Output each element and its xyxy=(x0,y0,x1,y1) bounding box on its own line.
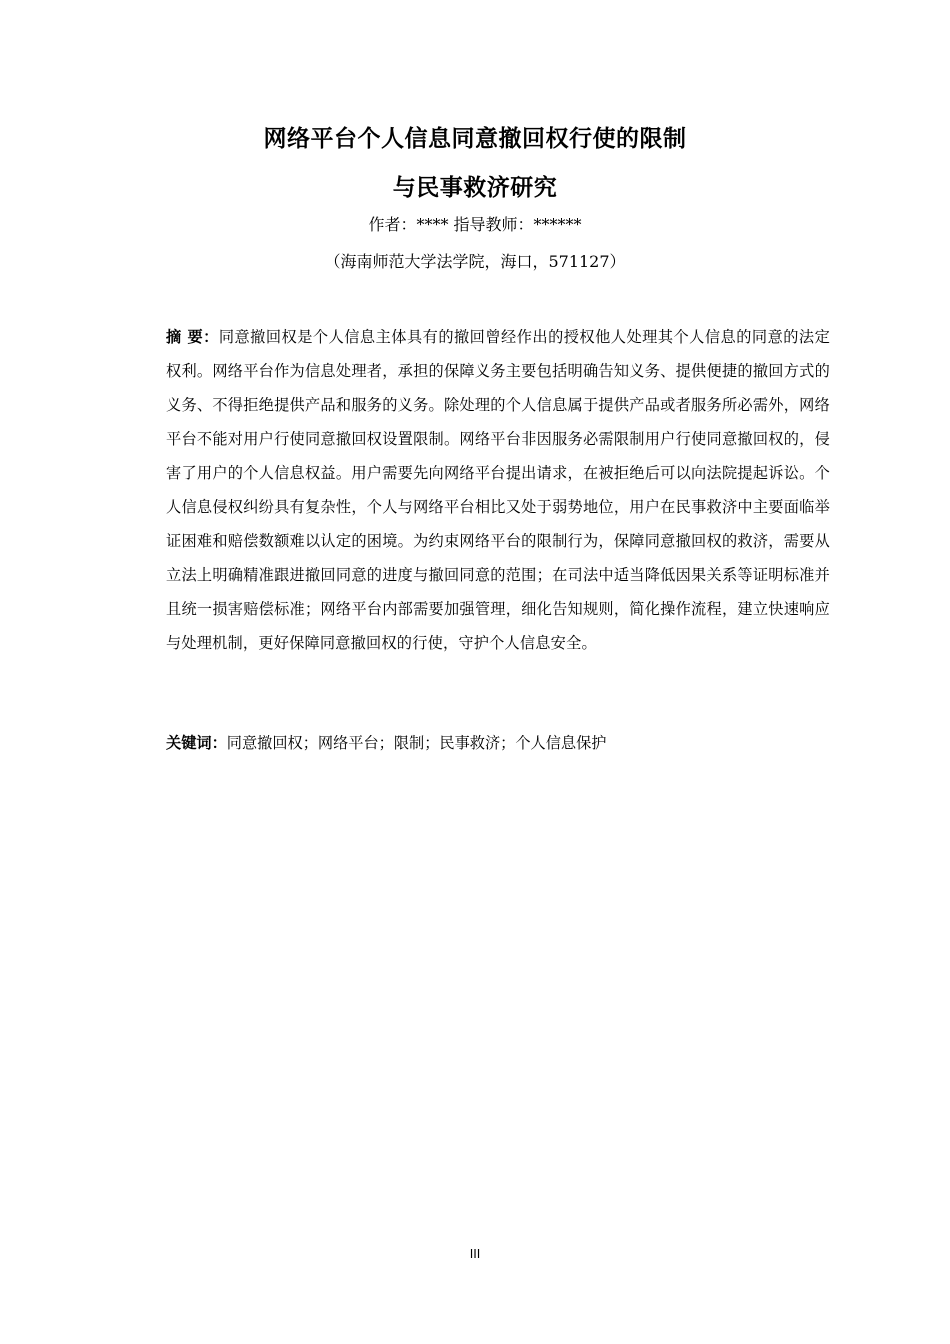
abstract-text: 同意撤回权是个人信息主体具有的撤回曾经作出的授权他人处理其个人信息的同意的法定权利。网络平台作为信息处理者，承担的保障义务主要包括明确告知义务、提供便捷的撤回方式的义务、不得拒绝提供产品和服务的义务。除处理的个人信息属于提供产品或者服务所必需外，网络平台不能对用户行使同意撤回权设置限制。网络平台非因服务必需限制用户行使同意撤回权的，侵害了用户的个人信息权益。用户需要先向网络平台提出请求，在被拒绝后可以向法院提起诉讼。个人信息侵权纠纷具有复杂性，个人与网络平台相比又处于弱势地位，用户在民事救济中主要面临举证困难和赔偿数额难以认定的困境。为约束网络平台的限制行为，保障同意撤回权的救济，需要从立法上明确精准跟进撤回同意的进度与撤回同意的范围；在司法中适当降低因果关系等证明标准并且统一损害赔偿标准；网络平台内部需要加强管理，细化告知规则，简化操作流程，建立快速响应与处理机制，更好保障同意撤回权的行使，守护个人信息安全。 xyxy=(166,328,830,652)
keywords-text: 同意撤回权；网络平台；限制；民事救济；个人信息保护 xyxy=(226,734,607,752)
abstract-label: 摘 要： xyxy=(166,328,219,346)
page-number: III xyxy=(469,1247,481,1261)
affiliation-line: （海南师范大学法学院，海口，571127） xyxy=(324,252,626,271)
paper-title-line-1: 网络平台个人信息同意撤回权行使的限制 xyxy=(263,126,687,152)
authors-line: 作者：**** 指导教师：****** xyxy=(368,215,582,234)
abstract-paragraph xyxy=(166,320,830,660)
keywords-label: 关键词： xyxy=(166,734,227,752)
keywords-line xyxy=(166,728,830,758)
paper-title-line-2: 与民事救济研究 xyxy=(392,175,558,201)
